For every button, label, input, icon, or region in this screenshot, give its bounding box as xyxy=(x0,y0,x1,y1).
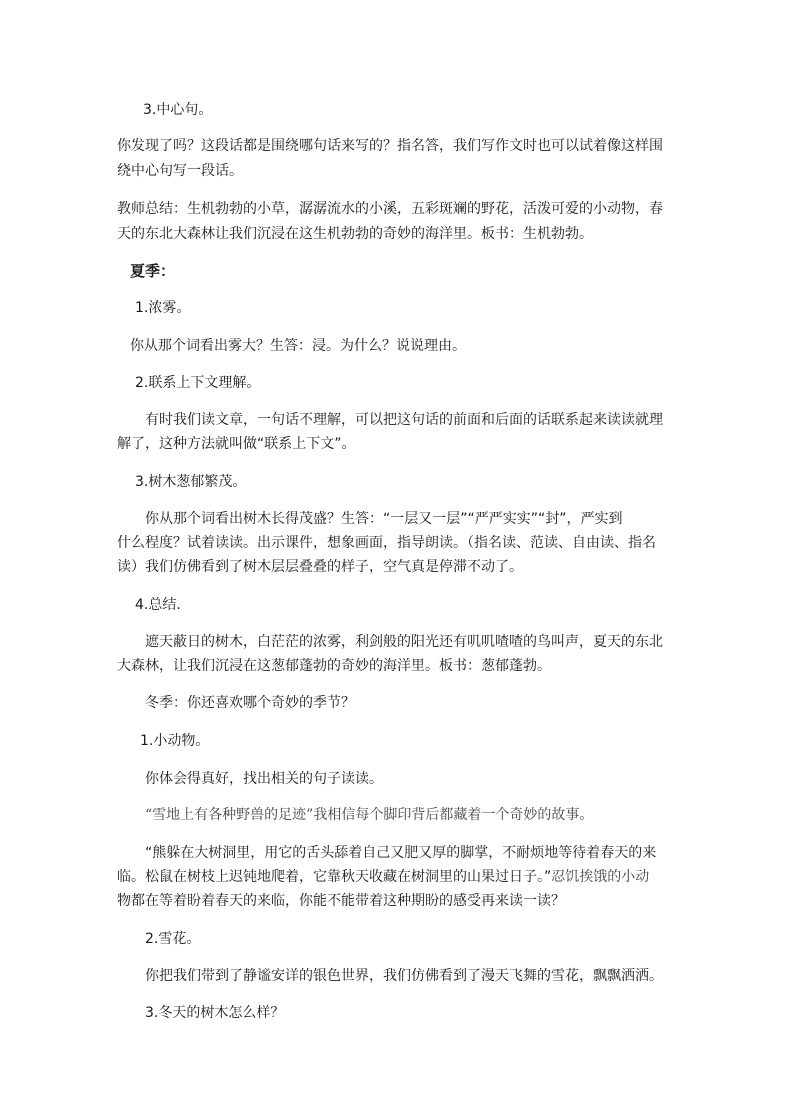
paragraph-line: 大森林，让我们沉浸在这葱郁蓬勃的奇妙的海洋里。板书：葱郁蓬勃。 xyxy=(117,658,551,674)
commentary-text: 忍饥挨饿的小动 xyxy=(551,869,650,885)
season-heading-winter: 冬季：你还喜欢哪个奇妙的季节？ xyxy=(145,695,355,711)
teacher-summary-line: 天的东北大森林让我们沉浸在这生机勃勃的奇妙的海洋里。板书：生机勃勃。 xyxy=(117,226,593,242)
heading-dense-fog: 1.浓雾。 xyxy=(135,300,191,316)
paragraph-line: 绕中心句写一段话。 xyxy=(117,163,243,179)
heading-small-animals: 1.小动物。 xyxy=(140,733,210,749)
paragraph-line: 有时我们读文章，一句话不理解，可以把这句话的前面和后面的话联系起来读读就理 xyxy=(145,412,663,428)
heading-winter-trees: 3.冬天的树木怎么样？ xyxy=(145,1005,285,1021)
paragraph-line: 遮天蔽日的树木，白茫茫的浓雾，利剑般的阳光还有叽叽喳喳的鸟叫声，夏天的东北 xyxy=(145,634,663,650)
paragraph-line: 读）我们仿佛看到了树木层层叠叠的样子，空气真是停滞不动了。 xyxy=(117,559,523,575)
paragraph-line: 你从那个词看出雾大？生答：浸。为什么？说说理由。 xyxy=(130,338,466,354)
paragraph-line: 你从那个词看出树木长得茂盛？生答：“一层又一层”“严严实实”“封”，严实到 xyxy=(145,511,623,527)
season-heading-summer: 夏季： xyxy=(130,262,176,280)
teacher-summary-line: 教师总结：生机勃勃的小草，潺潺流水的小溪，五彩斑斓的野花，活泼可爱的小动物，春 xyxy=(117,201,663,217)
quoted-text: 临。松鼠在树枝上迟钝地爬着，它靠秋天收藏在树洞里的山果过日子。” xyxy=(117,869,552,885)
heading-context: 2.联系上下文理解。 xyxy=(135,375,261,391)
paragraph-line: 你把我们带到了静谧安详的银色世界，我们仿佛看到了漫天飞舞的雪花，飘飘洒洒。 xyxy=(145,968,663,984)
paragraph-line: “熊躲在大树洞里，用它的舌头舔着自己又肥又厚的脚掌，不耐烦地等待着春天的来 xyxy=(145,845,657,861)
heading-central-sentence: 3.中心句。 xyxy=(143,102,213,118)
paragraph-line: 解了，这种方法就叫做“联系上下文”。 xyxy=(117,436,356,452)
quote-line: “雪地上有各种野兽的足迹”我相信每个脚印背后都藏着一个奇妙的故事。 xyxy=(145,807,594,823)
paragraph-line: 你体会得真好，找出相关的句子读读。 xyxy=(145,771,383,787)
heading-summary: 4.总结. xyxy=(135,597,181,613)
heading-lush-trees: 3.树木葱郁繁茂。 xyxy=(135,474,247,490)
paragraph-line: 什么程度？试着读读。出示课件，想象画面，指导朗读。（指名读、范读、自由读、指名 xyxy=(117,535,656,551)
heading-snowflakes: 2.雪花。 xyxy=(145,931,201,947)
paragraph-line: 你发现了吗？这段话都是围绕哪句话来写的？指名答，我们写作文时也可以试着像这样围 xyxy=(117,138,663,154)
paragraph-line xyxy=(117,867,649,887)
paragraph-line: 物都在等着盼着春天的来临，你能不能带着这种期盼的感受再来读一读？ xyxy=(117,893,565,909)
